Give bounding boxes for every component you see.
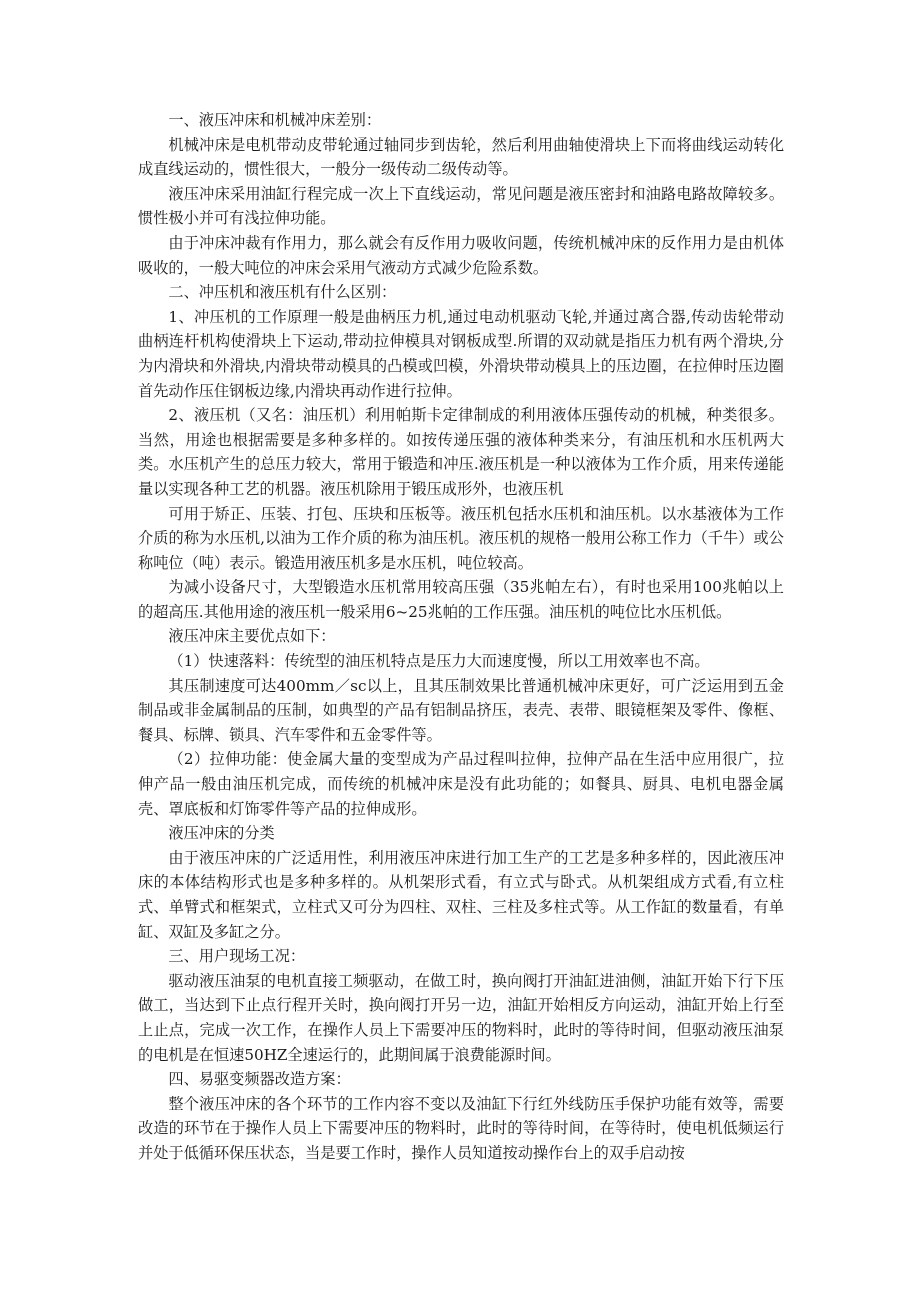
heading-section-4: 四、易驱变频器改造方案： <box>168 1070 351 1089</box>
heading-section-1: 一、液压冲床和机械冲床差别： <box>168 111 382 129</box>
heading-advantages: 液压冲床主要优点如下： <box>168 627 336 646</box>
paragraph-pressure: 为减小设备尺寸，大型锻造水压机常用较高压强（35兆帕左右），有时也采用100兆帕以上的超高压.其他用途的液压机一般采用6~25兆帕的工作压强。油压机的吨位比水压机低。 <box>138 578 784 621</box>
heading-classification: 液压冲床的分类 <box>168 824 275 843</box>
paragraph-site-conditions: 驱动液压油泵的电机直接工频驱动，在做工时，换向阀打开油缸进油侧，油缸开始下行下压做工，当达到下止点行程开关时，换向阀打开另一边，油缸开始相反方向运动，油缸开始上行至上止点，完成一次工作，在操作人员上下需要冲压的物料时，此时的等待时间，但驱动液压油泵的电机是在恒速50HZ全速运行的，此期间属于浪费能源时间。 <box>138 971 784 1064</box>
heading-section-3: 三、用户现场工况： <box>168 947 306 966</box>
paragraph-hydraulic-uses: 可用于矫正、压装、打包、压块和压板等。液压机包括水压机和油压机。以水基液体为工作介质的称为水压机,以油为工作介质的称为油压机。液压机的规格一般用公称工作力（千牛）或公称吨位（吨）表示。锻造用液压机多是水压机，吨位较高。 <box>138 504 784 572</box>
paragraph-hydraulic-machine: 2、液压机（又名：油压机）利用帕斯卡定律制成的利用液体压强传动的机械，种类很多。当然，用途也根据需要是多种多样的。如按传递压强的液体种类来分，有油压机和水压机两大类。水压机产生的总压力较大，常用于锻造和冲压.液压机是一种以液体为工作介质，用来传递能量以实现各种工艺的机器。液压机除用于锻压成形外，也液压机 <box>138 406 784 498</box>
paragraph-stretching: （2）拉伸功能：使金属大量的变型成为产品过程叫拉伸，拉伸产品在生活中应用很广，拉伸产品一般由油压机完成，而传统的机械冲床是没有此功能的；如餐具、厨具、电机电器金属壳、罩底板和灯饰零件等产品的拉伸成形。 <box>138 750 784 818</box>
paragraph-press-speed: 其压制速度可达400mm／sc以上，且其压制效果比普通机械冲床更好，可广泛运用到五金制品或非金属制品的压制，如典型的产品有铝制品挤压，表壳、表带、眼镜框架及零件、像框、餐具、标牌、锁具、汽车零件和五金零件等。 <box>138 676 784 744</box>
paragraph-reaction-force: 由于冲床冲裁有作用力，那么就会有反作用力吸收问题，传统机械冲床的反作用力是由机体吸收的，一般大吨位的冲床会采用气液动方式减少危险系数。 <box>138 233 784 277</box>
paragraph-mechanical-press: 机械冲床是电机带动皮带轮通过轴同步到齿轮，然后利用曲轴使滑块上下而将曲线运动转化成直线运动的，惯性很大，一般分一级传动二级传动等。 <box>138 135 784 179</box>
paragraph-retrofit-plan: 整个液压冲床的各个环节的工作内容不变以及油缸下行红外线防压手保护功能有效等，需要改造的环节在于操作人员上下需要冲压的物料时，此时的等待时间，在等待时，使电机低频运行并处于低循环保压状态，当是要工作时，操作人员知道按动操作台上的双手启动按 <box>138 1094 784 1162</box>
document-body <box>138 108 784 1166</box>
paragraph-fast-blanking: （1）快速落料：传统型的油压机特点是压力大而速度慢，所以工用效率也不高。 <box>168 652 710 671</box>
paragraph-classification: 由于液压冲床的广泛适用性，利用液压冲床进行加工生产的工艺是多种多样的，因此液压冲床的本体结构形式也是多种多样的。从机架形式看，有立式与卧式。从机架组成方式看,有立柱式、单臂式和框架式，立柱式又可分为四柱、双柱、三柱及多柱式等。从工作缸的数量看，有单缸、双缸及多缸之分。 <box>138 848 784 941</box>
paragraph-hydraulic-press: 液压冲床采用油缸行程完成一次上下直线运动，常见问题是液压密封和油路电路故障较多。惯性极小并可有浅拉伸功能。 <box>138 184 784 228</box>
heading-section-2: 二、冲压机和液压机有什么区别： <box>168 283 397 302</box>
paragraph-stamping-principle: 1、冲压机的工作原理一般是曲柄压力机,通过电动机驱动飞轮,并通过离合器,传动齿轮带动曲柄连杆机构使滑块上下运动,带动拉伸模具对钢板成型.所谓的双动就是指压力机有两个滑块,分为内滑块和外滑块,内滑块带动模具的凸模或凹模，外滑块带动模具上的压边圈，在拉伸时压边圈首先动作压住钢板边缘,内滑块再动作进行拉伸。 <box>138 307 784 400</box>
